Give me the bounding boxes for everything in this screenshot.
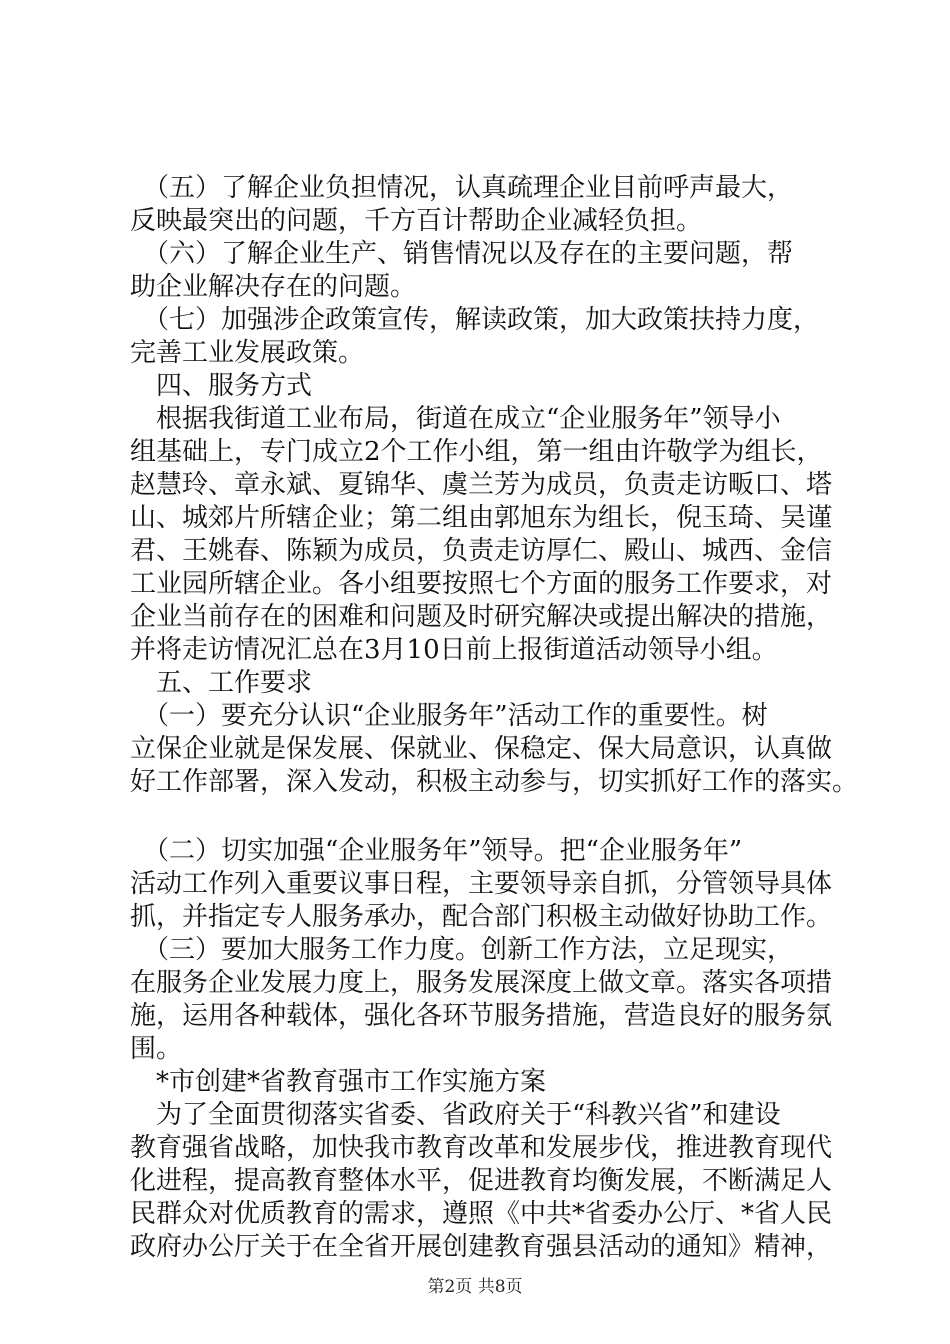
section-heading: *市创建*省教育强市工作实施方案 (130, 1067, 547, 1097)
text-line: 施，运用各种载体，强化各环节服务措施，营造良好的服务氛 (130, 1001, 833, 1031)
text-line: 根据我街道工业布局，街道在成立“企业服务年”领导小 (130, 404, 781, 434)
text-line: 好工作部署，深入发动，积极主动参与，切实抓好工作的落实。 (130, 767, 859, 797)
text-line: 政府办公厅关于在全省开展创建教育强县活动的通知》精神， (130, 1232, 833, 1262)
text-line: 赵慧玲、章永斌、夏锦华、虞兰芳为成员，负责走访畈口、塔 (130, 470, 833, 500)
text-line: 反映最突出的问题，千方百计帮助企业减轻负担。 (130, 206, 703, 236)
section-heading: 五、工作要求 (130, 668, 313, 698)
text-line: 君、王姚春、陈颖为成员，负责走访厚仁、殿山、城西、金信 (130, 536, 833, 566)
text-line: （三）要加大服务工作力度。创新工作方法，立足现实， (130, 935, 794, 965)
text-line: （六）了解企业生产、销售情况以及存在的主要问题，帮 (130, 239, 794, 269)
text-line: 教育强省战略，加快我市教育改革和发展步伐，推进教育现代 (130, 1133, 833, 1163)
text-line: 民群众对优质教育的需求，遵照《中共*省委办公厅、*省人民 (130, 1199, 833, 1229)
text-line: 围。 (130, 1034, 183, 1064)
text-line: 在服务企业发展力度上，服务发展深度上做文章。落实各项措 (130, 968, 833, 998)
text-line: 助企业解决存在的问题。 (130, 272, 417, 302)
text-line: 组基础上，专门成立2个工作小组，第一组由许敬学为组长， (130, 437, 823, 467)
text-line: （五）了解企业负担情况，认真疏理企业目前呼声最大， (130, 173, 794, 203)
text-line: 立保企业就是保发展、保就业、保稳定、保大局意识，认真做 (130, 734, 833, 764)
section-heading: 四、服务方式 (130, 371, 313, 401)
text-line: 抓，并指定专人服务承办，配合部门积极主动做好协助工作。 (130, 902, 833, 932)
text-line: 并将走访情况汇总在3月10日前上报街道活动领导小组。 (130, 635, 778, 665)
text-line: 为了全面贯彻落实省委、省政府关于“科教兴省”和建设 (130, 1100, 781, 1130)
text-line: （一）要充分认识“企业服务年”活动工作的重要性。树 (130, 701, 768, 731)
text-line: 活动工作列入重要议事日程，主要领导亲自抓，分管领导具体 (130, 869, 833, 899)
page-footer: 第2页 共8页 (427, 1277, 523, 1297)
text-line: （七）加强涉企政策宣传，解读政策，加大政策扶持力度， (130, 305, 820, 335)
text-line: （二）切实加强“企业服务年”领导。把“企业服务年” (130, 836, 743, 866)
text-line: 企业当前存在的困难和问题及时研究解决或提出解决的措施， (130, 602, 833, 632)
text-line: 完善工业发展政策。 (130, 338, 365, 368)
text-line: 化进程，提高教育整体水平，促进教育均衡发展，不断满足人 (130, 1166, 833, 1196)
text-line: 山、城郊片所辖企业；第二组由郭旭东为组长，倪玉琦、吴谨 (130, 503, 833, 533)
text-line: 工业园所辖企业。各小组要按照七个方面的服务工作要求，对 (130, 569, 833, 599)
